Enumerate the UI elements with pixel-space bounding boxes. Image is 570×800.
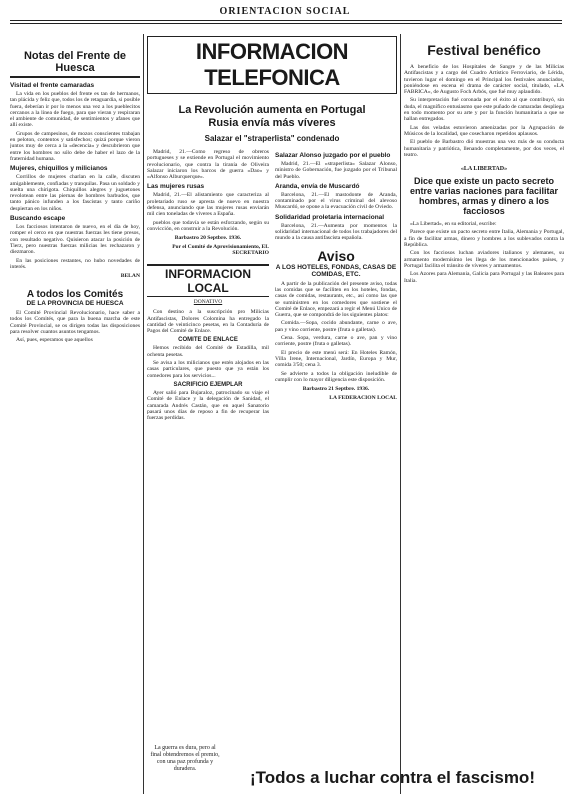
section-title: Notas del Frente de Huesca <box>10 50 140 78</box>
subheading: Buscando escape <box>10 215 66 223</box>
paragraph: Ayer salió para Bujaraloz, patrocinado su viaje el Comité de Enlace y la delegación de Sanidad, el camarada Andrés Castán, que en aquel Sanatorio pasará unos días de reposo a fin de recuperar las fuerzas perdidas. <box>147 389 269 422</box>
subheading: Solidaridad proletaria internacional <box>275 213 385 221</box>
signature: Por el Comité de Aprovisionamiento, EL SECRETARIO <box>172 244 269 257</box>
subheading: Las mujeres rusas <box>147 183 205 191</box>
paragraph: Los Azores para Alemania, Galicia para Portugal y las Baleares para Italia. <box>404 271 564 284</box>
paragraph: Barcelona, 21.—El mastodonte de Aranda, contaminado por el virus criminal del alevoso Muscardó, se opone a la evacuación civil de Oviedo. <box>275 191 397 211</box>
paragraph: A partir de la publicación del presente aviso, todas las comidas que se faciliten en los hoteles, fondas, casas de comidas, restaurants, etc., así como las que se suministren en los comedores que sostiene el Comité de Enlace, empezará a regir el Menú Unico de Guerra, que se compondrá de los siguientes platos: <box>275 280 397 319</box>
paragraph: Así, pues, esperamos que aquellos <box>16 337 93 344</box>
signature: LA FEDERACION LOCAL <box>329 395 397 402</box>
paragraph: El Comité Provincial Revolucionario, hace saber a todos los Comités, que para la buena marcha de este Comité Provincial, se os dirigen todas las disposiciones para resolver cuantos asuntos tengamos. <box>10 310 140 336</box>
left-subcolumn <box>147 149 269 423</box>
footer-slogan: ¡Todos a luchar contra el fascismo! <box>250 768 535 787</box>
headline: Salazar el "straperlista" condenado <box>204 134 340 143</box>
paragraph: Hemos recibido del Comité de Estadilla, mil ochenta pesetas. <box>147 345 269 358</box>
column-divider <box>400 34 401 794</box>
informacion-telefonica-title: INFORMACION TELEFONICA <box>147 36 397 94</box>
signature: BELAN <box>120 273 140 280</box>
subheading: Salazar Alonso juzgado por el pueblo <box>275 152 391 159</box>
paragraph: Se avisa a los milicianos que estén alojados en las casas particulares, que puesto que ya están los comedores para los servicios... <box>147 360 269 379</box>
paragraph: Barcelona, 21.—Aumenta por momentos la solidaridad internacional de todos los trabajadores del mundo a la causa antifascista española. <box>275 222 397 242</box>
paragraph: Con destino a la suscripción pro Milicias Antifascistas, Dolores Colomina ha entregado la cantidad de veinticinco pesetas, en la Contaduría de Pagos del Comité de Enlace. <box>147 309 269 335</box>
date-line: Barbastro 21 Septbre. 1936. <box>302 386 370 393</box>
right-subcolumn <box>275 149 397 423</box>
todos-comites-subtitle: DE LA PROVINCIA DE HUESCA <box>26 300 124 308</box>
column-center <box>147 36 397 794</box>
aviso-title: Aviso <box>317 247 355 264</box>
paragraph: Comida.—Sopa, cocido abundante, carne o ave, pan y vino corriente, postre (fruta o galletas). <box>275 320 397 333</box>
paragraph: Madrid, 21.—El alistamiento que caracteriza al proletariado ruso se apresta de nuevo en nuestra defensa, anunciando que las mujeres rusas enviarán mil cien toneladas de víveres a España. <box>147 192 269 218</box>
column-divider <box>143 34 144 794</box>
subheading: Aranda, envía de Muscardó <box>275 182 360 190</box>
subheading: COMITE DE ENLACE <box>178 337 238 344</box>
paragraph: Corrillos de mujeres charlan en la calle, discuten amigablemente, confiadas y tranquilas. Pasa un soldado y suelta una chirigota. Chiquillos alegres y juguetones revolotean entre las piernas de hombres barbudos, que tanto pánico infunden a los fascistas y tanto cariño despiertan en los niños. <box>10 174 140 212</box>
headline: Rusia envía más víveres <box>208 117 336 129</box>
column-left <box>10 36 140 794</box>
paragraph: pueblos que todavía se están esforzando, según su convicción, en construir a la Revolución. <box>147 219 269 232</box>
masthead: ORIENTACION SOCIAL <box>219 6 351 17</box>
paragraph: Con los facciosos luchan aviadores italianos y alemanes, su armamento modernísimo les llega de los mencionados países, y Portugal facilita el tránsito de víveres y armamentos. <box>404 250 564 269</box>
top-rule <box>10 20 562 21</box>
aviso-subtitle: A LOS HOTELES, FONDAS, CASAS DE COMIDAS, ETC. <box>275 263 397 278</box>
paragraph: El pueblo de Barbastro dió muestras una vez más de su conducta humanitaria y patriótica, llenando completamente, por dos veces, el teatro. <box>404 139 564 158</box>
paragraph: Las dos veladas estuvieron amenizadas por la Agrupación de Músicos de la localidad, que cosecharon repetidos aplausos. <box>404 124 564 137</box>
subheading: SACRIFICIO EJEMPLAR <box>173 381 243 388</box>
headline: Dice que existe un pacto secreto entre varias naciones para facilitar hombres, armas y dinero a los facciosos <box>409 176 559 217</box>
paragraph: «La Libertad», en su editorial, escribe: <box>410 221 497 228</box>
paragraph: Los facciosos intentaron de nuevo, en el día de hoy, romper el cerco en que nuestras fuerzas les tiene presos, con resultado negativo. Quisieron atacar la posición de Tierz, pero nuestras fuerzas milicias les rechazaron y diezmaron. <box>10 224 140 256</box>
subheading: Mujeres, chiquillos y milicianos <box>10 165 108 173</box>
date-line: Barbastro 20 Septbre. 1936. <box>174 235 242 242</box>
paragraph: Grupos de campesinos, de mozos conscientes trabajan en peloton, contentos y satisfechos; quizá porque vieron juntos muy de cerca a la «decencia» y descubrieron que entre los hombres no sólo debe de haber el lazo de la fraternidad humana. <box>10 130 140 162</box>
paragraph: Cena. Sopa, verdura, carne o ave, pan y vino corriente, postre (fruta o galletas). <box>275 335 397 348</box>
top-rule-2 <box>10 23 562 24</box>
donativo-label: DONATIVO <box>193 299 223 306</box>
festival-title: Festival benéfico <box>427 42 541 58</box>
todos-comites-title: A todos los Comités <box>26 289 124 301</box>
paragraph: Madrid, 21.—El «straperlista» Salazar Alonso, ministro de Gobernación, fue juzgado por el Tribunal del Pueblo. <box>275 161 397 180</box>
paragraph: En las posiciones restantes, no hubo novedades de interés. <box>10 257 140 270</box>
paragraph: La vida en los pueblos del frente es tan de hermanos, tan plácida y feliz que, todos los de retaguardia, si posible fuera, deberían ir por lo menos una vez a los pueblecitos cercanos a la línea de fuego, para que vieran y respiraran el ambiente de comunidad, de sentimientos y afanes que allí existe. <box>10 91 140 129</box>
column-right <box>404 36 564 794</box>
paragraph: Parece que existe un pacto secreto entre Italia, Alemania y Portugal, a fin de facilitar armas, dinero y hombres a los sublevados contra la República. <box>404 229 564 249</box>
paragraph: A beneficio de los Hospitales de Sangre y de las Milicias Antifascistas y a cargo del Cuadro Artístico Ferroviario, de Lérida, tuvieron lugar el domingo en el Principal los festivales anunciados, poniéndose en escena el drama de carácter social, titulado, «LA FABRICA», de Augusto Foch Arbós, que fué muy aplaudido. <box>404 64 564 96</box>
subheading: Visitad el frente camaradas <box>10 82 95 89</box>
paragraph: Madrid, 21.—Como regreso de obreros portugueses y se extiende en Portugal el movimiento revolucionario, que contra la tiranía de Oliveira Salazar iniciaron los barcos de guerra «Dao» y «Alfonso Alburquerque». <box>147 149 269 181</box>
paragraph: Su interpretación fué coronada por el éxito al que contribuyó, sin duda, el magnífico entusiasmo que este puñado de camaradas despliega en todo momento por su arte y por la función humanitaria a que se hallan entregados. <box>404 97 564 123</box>
guerra-note: La guerra es dura, pero al final obtendremos el premio, con una paz profunda y duradera. <box>150 745 220 772</box>
two-column-block <box>147 149 397 423</box>
paragraph: Se advierte a todos la obligación ineludible de cumplir con lo mayor diligencia este disposición. <box>275 370 397 383</box>
paragraph: El precio de este menú será: En Hoteles Ramón, Villa Irene, Internacional, Jardín, Europa y Mur, comida 3'50; cena 3. <box>275 349 397 369</box>
headline: La Revolución aumenta en Portugal <box>178 104 366 116</box>
la-libertad-label: «LA LIBERTAD» <box>460 166 508 173</box>
informacion-local-title: INFORMACION LOCAL <box>147 264 269 297</box>
